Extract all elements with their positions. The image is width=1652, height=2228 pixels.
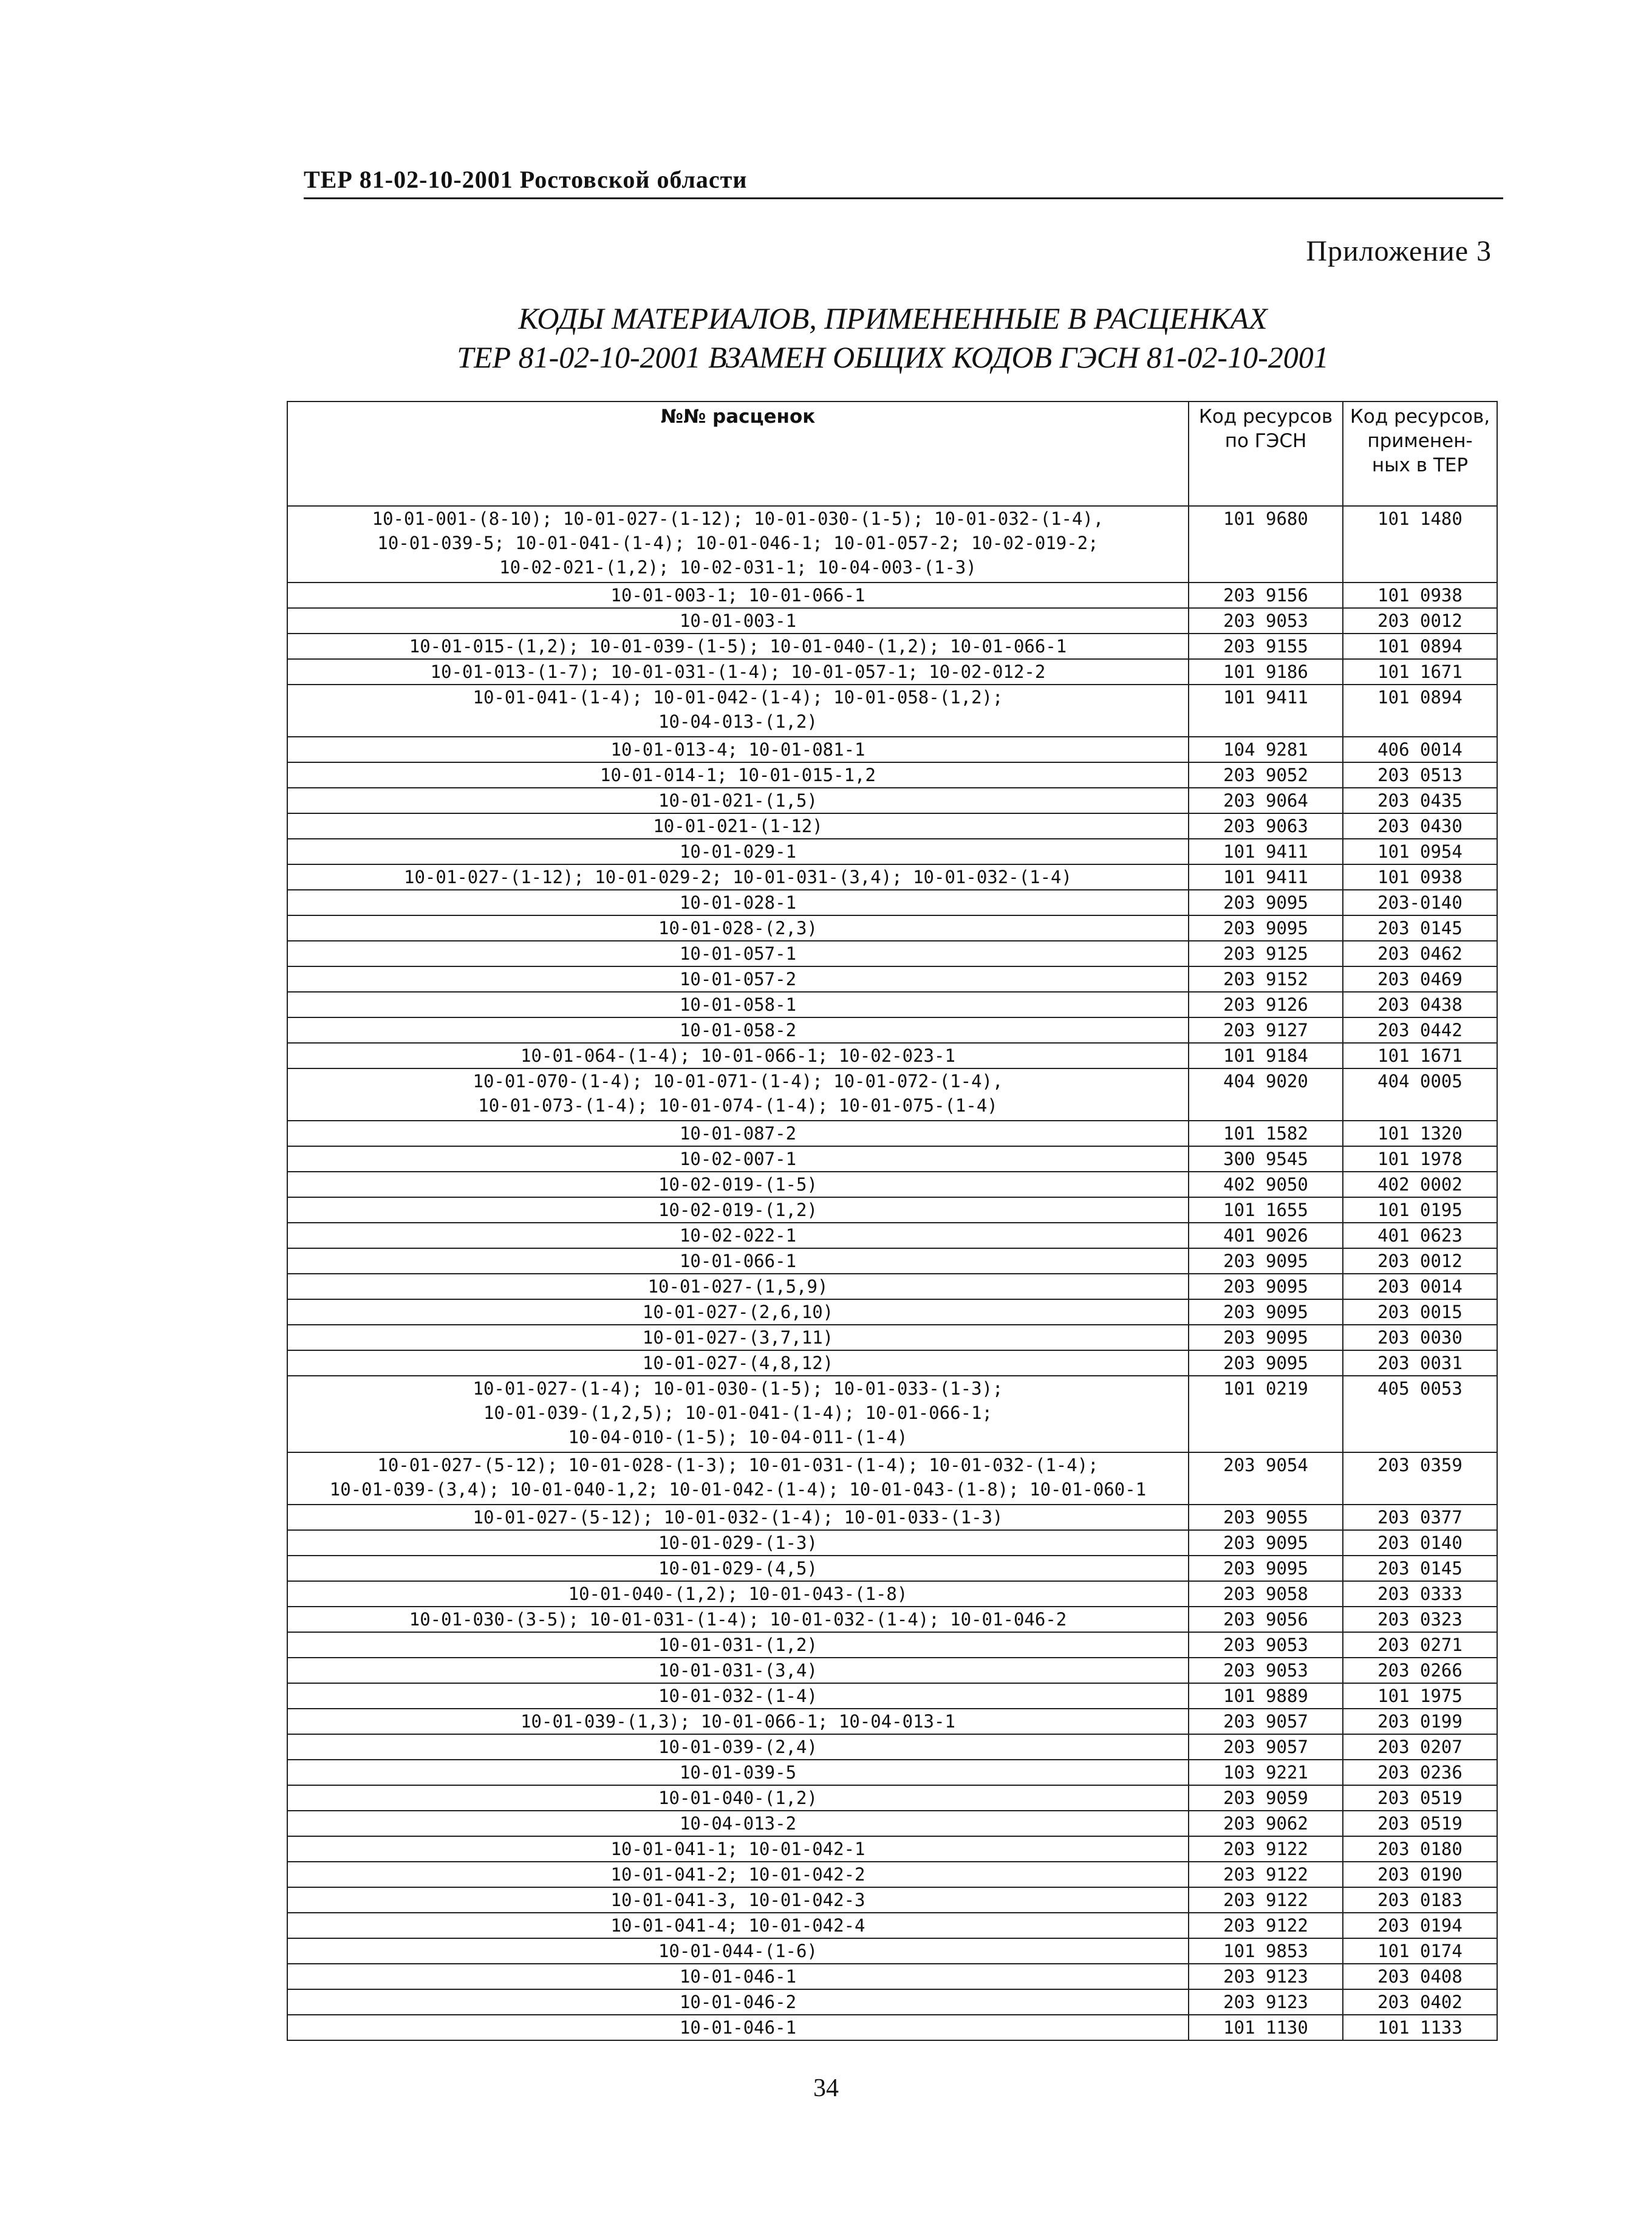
table-row xyxy=(287,966,1497,992)
gesn-code-cell: 203 9062 xyxy=(1189,1811,1343,1836)
gesn-code-cell: 203 9095 xyxy=(1189,1530,1343,1556)
ter-code-cell: 203 0438 xyxy=(1343,992,1497,1017)
table-row xyxy=(287,1376,1497,1452)
gesn-code-cell: 101 9186 xyxy=(1189,659,1343,685)
gesn-code-cell: 203 9127 xyxy=(1189,1017,1343,1043)
table-row xyxy=(287,2015,1497,2040)
ter-code-cell: 101 1480 xyxy=(1343,506,1497,583)
gesn-code-cell: 203 9063 xyxy=(1189,813,1343,839)
gesn-code-cell: 203 9059 xyxy=(1189,1785,1343,1811)
ter-code-cell: 101 1133 xyxy=(1343,2015,1497,2040)
rates-cell: 10-01-021-(1-12) xyxy=(287,813,1189,839)
rates-cell: 10-01-027-(5-12); 10-01-032-(1-4); 10-01-033-(1-3) xyxy=(287,1505,1189,1530)
ter-code-cell: 101 1978 xyxy=(1343,1146,1497,1172)
ter-code-cell: 101 1671 xyxy=(1343,1043,1497,1068)
table-row xyxy=(287,1325,1497,1350)
rates-cell: 10-01-041-3, 10-01-042-3 xyxy=(287,1887,1189,1913)
rates-cell: 10-02-019-(1,2) xyxy=(287,1197,1189,1223)
ter-code-cell: 405 0053 xyxy=(1343,1376,1497,1452)
gesn-code-cell: 203 9095 xyxy=(1189,890,1343,915)
gesn-code-cell: 203 9122 xyxy=(1189,1836,1343,1862)
ter-code-cell: 101 1975 xyxy=(1343,1683,1497,1709)
ter-code-cell: 404 0005 xyxy=(1343,1068,1497,1121)
gesn-code-cell: 300 9545 xyxy=(1189,1146,1343,1172)
rates-cell: 10-01-013-4; 10-01-081-1 xyxy=(287,737,1189,762)
table-row xyxy=(287,1223,1497,1248)
table-row xyxy=(287,1989,1497,2015)
rates-cell: 10-01-058-1 xyxy=(287,992,1189,1017)
ter-code-cell: 203 0190 xyxy=(1343,1862,1497,1887)
ter-code-cell: 203-0140 xyxy=(1343,890,1497,915)
table-row xyxy=(287,941,1497,966)
ter-code-cell: 406 0014 xyxy=(1343,737,1497,762)
document-reference: ТЕР 81-02-10-2001 Ростовской области xyxy=(304,166,748,193)
ter-code-cell: 203 0402 xyxy=(1343,1989,1497,2015)
table-row xyxy=(287,762,1497,788)
table-row xyxy=(287,1299,1497,1325)
rates-cell: 10-01-013-(1-7); 10-01-031-(1-4); 10-01-057-1; 10-02-012-2 xyxy=(287,659,1189,685)
ter-code-cell: 203 0145 xyxy=(1343,915,1497,941)
rates-cell: 10-01-027-(1-12); 10-01-029-2; 10-01-031-(3,4); 10-01-032-(1-4) xyxy=(287,864,1189,890)
gesn-code-cell: 203 9053 xyxy=(1189,1632,1343,1658)
ter-code-cell: 203 0012 xyxy=(1343,608,1497,634)
table-row xyxy=(287,1172,1497,1197)
ter-code-cell: 203 0519 xyxy=(1343,1785,1497,1811)
ter-code-cell: 203 0199 xyxy=(1343,1709,1497,1734)
gesn-code-cell: 101 1130 xyxy=(1189,2015,1343,2040)
table-row xyxy=(287,992,1497,1017)
table-row xyxy=(287,1862,1497,1887)
table-row xyxy=(287,1683,1497,1709)
rates-cell: 10-01-057-2 xyxy=(287,966,1189,992)
gesn-code-cell: 203 9095 xyxy=(1189,1350,1343,1376)
rates-cell: 10-01-040-(1,2); 10-01-043-(1-8) xyxy=(287,1581,1189,1607)
ter-code-cell: 203 0271 xyxy=(1343,1632,1497,1658)
gesn-code-cell: 104 9281 xyxy=(1189,737,1343,762)
ter-code-cell: 203 0014 xyxy=(1343,1274,1497,1299)
gesn-code-cell: 203 9057 xyxy=(1189,1709,1343,1734)
gesn-code-cell: 203 9125 xyxy=(1189,941,1343,966)
rates-cell: 10-01-029-1 xyxy=(287,839,1189,864)
gesn-code-cell: 401 9026 xyxy=(1189,1223,1343,1248)
ter-code-cell: 203 0183 xyxy=(1343,1887,1497,1913)
rates-cell: 10-01-064-(1-4); 10-01-066-1; 10-02-023-1 xyxy=(287,1043,1189,1068)
rates-cell: 10-01-039-5 xyxy=(287,1760,1189,1785)
table-row xyxy=(287,839,1497,864)
ter-code-cell: 203 0442 xyxy=(1343,1017,1497,1043)
gesn-code-cell: 203 9152 xyxy=(1189,966,1343,992)
rates-cell: 10-01-031-(1,2) xyxy=(287,1632,1189,1658)
material-codes-table xyxy=(287,401,1498,2041)
appendix-label: Приложение 3 xyxy=(1306,235,1492,267)
ter-code-cell: 203 0430 xyxy=(1343,813,1497,839)
ter-code-cell: 203 0513 xyxy=(1343,762,1497,788)
table-row xyxy=(287,685,1497,737)
gesn-code-cell: 101 1582 xyxy=(1189,1121,1343,1146)
title-line-2: ТЕР 81-02-10-2001 ВЗАМЕН ОБЩИХ КОДОВ ГЭСН 81-02-10-2001 xyxy=(457,340,1329,374)
gesn-code-cell: 203 9064 xyxy=(1189,788,1343,813)
table-row xyxy=(287,1887,1497,1913)
page-number: 34 xyxy=(813,2074,839,2102)
ter-code-cell: 402 0002 xyxy=(1343,1172,1497,1197)
rates-cell: 10-02-007-1 xyxy=(287,1146,1189,1172)
rates-cell: 10-01-087-2 xyxy=(287,1121,1189,1146)
gesn-code-cell: 101 9889 xyxy=(1189,1683,1343,1709)
ter-code-cell: 203 0236 xyxy=(1343,1760,1497,1785)
gesn-code-cell: 103 9221 xyxy=(1189,1760,1343,1785)
ter-code-cell: 101 0174 xyxy=(1343,1938,1497,1964)
ter-code-cell: 101 0938 xyxy=(1343,864,1497,890)
table-row xyxy=(287,788,1497,813)
rates-cell: 10-02-022-1 xyxy=(287,1223,1189,1248)
table-row xyxy=(287,608,1497,634)
gesn-code-cell: 203 9057 xyxy=(1189,1734,1343,1760)
table-row xyxy=(287,1121,1497,1146)
ter-code-cell: 203 0333 xyxy=(1343,1581,1497,1607)
rates-cell: 10-01-041-2; 10-01-042-2 xyxy=(287,1862,1189,1887)
gesn-code-cell: 203 9053 xyxy=(1189,608,1343,634)
gesn-code-cell: 203 9055 xyxy=(1189,1505,1343,1530)
ter-code-cell: 203 0030 xyxy=(1343,1325,1497,1350)
ter-code-cell: 203 0266 xyxy=(1343,1658,1497,1683)
ter-code-cell: 203 0359 xyxy=(1343,1452,1497,1505)
ter-code-cell: 203 0145 xyxy=(1343,1556,1497,1581)
table-row xyxy=(287,1146,1497,1172)
rates-cell: 10-01-030-(3-5); 10-01-031-(1-4); 10-01-032-(1-4); 10-01-046-2 xyxy=(287,1607,1189,1632)
ter-code-cell: 101 0954 xyxy=(1343,839,1497,864)
ter-code-cell: 203 0031 xyxy=(1343,1350,1497,1376)
table-row xyxy=(287,634,1497,659)
rates-cell: 10-01-044-(1-6) xyxy=(287,1938,1189,1964)
rates-cell: 10-01-040-(1,2) xyxy=(287,1785,1189,1811)
rates-cell: 10-01-039-(2,4) xyxy=(287,1734,1189,1760)
table-row xyxy=(287,1556,1497,1581)
table-row xyxy=(287,1452,1497,1505)
table-row xyxy=(287,1197,1497,1223)
ter-code-cell: 203 0207 xyxy=(1343,1734,1497,1760)
gesn-code-cell: 203 9054 xyxy=(1189,1452,1343,1505)
rates-cell: 10-01-041-1; 10-01-042-1 xyxy=(287,1836,1189,1862)
table-body xyxy=(287,506,1497,2040)
ter-code-cell: 203 0015 xyxy=(1343,1299,1497,1325)
gesn-code-cell: 101 9680 xyxy=(1189,506,1343,583)
rates-cell: 10-01-028-1 xyxy=(287,890,1189,915)
table-row xyxy=(287,1760,1497,1785)
document-title xyxy=(285,299,1500,377)
rates-cell: 10-01-041-4; 10-01-042-4 xyxy=(287,1913,1189,1938)
rates-cell: 10-01-027-(1,5,9) xyxy=(287,1274,1189,1299)
rates-cell: 10-01-015-(1,2); 10-01-039-(1-5); 10-01-040-(1,2); 10-01-066-1 xyxy=(287,634,1189,659)
gesn-code-cell: 101 9411 xyxy=(1189,864,1343,890)
gesn-code-cell: 203 9122 xyxy=(1189,1913,1343,1938)
gesn-code-cell: 101 1655 xyxy=(1189,1197,1343,1223)
ter-code-cell: 101 0195 xyxy=(1343,1197,1497,1223)
document-header xyxy=(304,165,1503,199)
rates-cell: 10-01-003-1 xyxy=(287,608,1189,634)
gesn-code-cell: 203 9095 xyxy=(1189,915,1343,941)
gesn-code-cell: 203 9122 xyxy=(1189,1887,1343,1913)
header-gesn-code: Код ресурсов по ГЭСН xyxy=(1189,402,1343,506)
gesn-code-cell: 203 9095 xyxy=(1189,1325,1343,1350)
ter-code-cell: 203 0323 xyxy=(1343,1607,1497,1632)
rates-cell: 10-01-027-(2,6,10) xyxy=(287,1299,1189,1325)
ter-code-cell: 203 0180 xyxy=(1343,1836,1497,1862)
rates-cell: 10-01-014-1; 10-01-015-1,2 xyxy=(287,762,1189,788)
table-row xyxy=(287,1043,1497,1068)
table-row xyxy=(287,813,1497,839)
rates-cell: 10-01-032-(1-4) xyxy=(287,1683,1189,1709)
table-row xyxy=(287,1607,1497,1632)
table-row xyxy=(287,1581,1497,1607)
gesn-code-cell: 203 9095 xyxy=(1189,1556,1343,1581)
table-row xyxy=(287,1964,1497,1989)
table-row xyxy=(287,864,1497,890)
rates-cell: 10-04-013-2 xyxy=(287,1811,1189,1836)
table-row xyxy=(287,1734,1497,1760)
rates-cell: 10-01-003-1; 10-01-066-1 xyxy=(287,583,1189,608)
table-row xyxy=(287,1938,1497,1964)
rates-cell: 10-01-029-(1-3) xyxy=(287,1530,1189,1556)
rates-cell: 10-01-027-(4,8,12) xyxy=(287,1350,1189,1376)
rates-cell: 10-01-027-(1-4); 10-01-030-(1-5); 10-01-033-(1-3); 10-01-039-(1,2,5); 10-01-041-(1-4); 10-01-066-1; 10-04-010-(1-5); 10-04-011-(1-4) xyxy=(287,1376,1189,1452)
table-row xyxy=(287,1350,1497,1376)
gesn-code-cell: 203 9123 xyxy=(1189,1989,1343,2015)
gesn-code-cell: 203 9126 xyxy=(1189,992,1343,1017)
rates-cell: 10-01-027-(5-12); 10-01-028-(1-3); 10-01-031-(1-4); 10-01-032-(1-4); 10-01-039-(3,4); 10-01-040-1,2; 10-01-042-(1-4); 10-01-043-(1-8); 10-01-060-1 xyxy=(287,1452,1189,1505)
gesn-code-cell: 203 9156 xyxy=(1189,583,1343,608)
gesn-code-cell: 101 9853 xyxy=(1189,1938,1343,1964)
rates-cell: 10-01-027-(3,7,11) xyxy=(287,1325,1189,1350)
gesn-code-cell: 101 9411 xyxy=(1189,685,1343,737)
gesn-code-cell: 101 0219 xyxy=(1189,1376,1343,1452)
rates-cell: 10-01-066-1 xyxy=(287,1248,1189,1274)
gesn-code-cell: 101 9411 xyxy=(1189,839,1343,864)
table-header-row xyxy=(287,402,1497,506)
ter-code-cell: 203 0140 xyxy=(1343,1530,1497,1556)
ter-code-cell: 401 0623 xyxy=(1343,1223,1497,1248)
table-row xyxy=(287,1811,1497,1836)
table-row xyxy=(287,1913,1497,1938)
table-row xyxy=(287,659,1497,685)
ter-code-cell: 203 0408 xyxy=(1343,1964,1497,1989)
gesn-code-cell: 203 9095 xyxy=(1189,1274,1343,1299)
ter-code-cell: 203 0469 xyxy=(1343,966,1497,992)
gesn-code-cell: 203 9095 xyxy=(1189,1248,1343,1274)
table-row xyxy=(287,1785,1497,1811)
rates-cell: 10-01-070-(1-4); 10-01-071-(1-4); 10-01-072-(1-4), 10-01-073-(1-4); 10-01-074-(1-4); 10-01-075-(1-4) xyxy=(287,1068,1189,1121)
ter-code-cell: 203 0462 xyxy=(1343,941,1497,966)
rates-cell: 10-01-046-1 xyxy=(287,2015,1189,2040)
ter-code-cell: 101 0938 xyxy=(1343,583,1497,608)
rates-cell: 10-01-028-(2,3) xyxy=(287,915,1189,941)
gesn-code-cell: 101 9184 xyxy=(1189,1043,1343,1068)
rates-cell: 10-01-057-1 xyxy=(287,941,1189,966)
table-row xyxy=(287,583,1497,608)
rates-cell: 10-01-001-(8-10); 10-01-027-(1-12); 10-01-030-(1-5); 10-01-032-(1-4), 10-01-039-5; 10-01-041-(1-4); 10-01-046-1; 10-01-057-2; 10-02-019-2; 10-02-021-(1,2); 10-02-031-1; 10-04-003-(1-3) xyxy=(287,506,1189,583)
title-line-1: КОДЫ МАТЕРИАЛОВ, ПРИМЕНЕННЫЕ В РАСЦЕНКАХ xyxy=(518,301,1268,335)
ter-code-cell: 203 0377 xyxy=(1343,1505,1497,1530)
gesn-code-cell: 203 9058 xyxy=(1189,1581,1343,1607)
ter-code-cell: 203 0012 xyxy=(1343,1248,1497,1274)
rates-cell: 10-01-021-(1,5) xyxy=(287,788,1189,813)
ter-code-cell: 101 1320 xyxy=(1343,1121,1497,1146)
table-row xyxy=(287,506,1497,583)
table-row xyxy=(287,1709,1497,1734)
ter-code-cell: 203 0194 xyxy=(1343,1913,1497,1938)
gesn-code-cell: 203 9056 xyxy=(1189,1607,1343,1632)
rates-cell: 10-01-031-(3,4) xyxy=(287,1658,1189,1683)
table-row xyxy=(287,1505,1497,1530)
table-row xyxy=(287,1658,1497,1683)
table-row xyxy=(287,1017,1497,1043)
table-row xyxy=(287,915,1497,941)
gesn-code-cell: 203 9155 xyxy=(1189,634,1343,659)
table-row xyxy=(287,1836,1497,1862)
rates-cell: 10-01-029-(4,5) xyxy=(287,1556,1189,1581)
ter-code-cell: 101 0894 xyxy=(1343,685,1497,737)
gesn-code-cell: 402 9050 xyxy=(1189,1172,1343,1197)
gesn-code-cell: 203 9122 xyxy=(1189,1862,1343,1887)
rates-cell: 10-01-046-1 xyxy=(287,1964,1189,1989)
table-row xyxy=(287,737,1497,762)
table-row xyxy=(287,890,1497,915)
header-rates: №№ расценок xyxy=(287,402,1189,506)
ter-code-cell: 203 0435 xyxy=(1343,788,1497,813)
rates-cell: 10-02-019-(1-5) xyxy=(287,1172,1189,1197)
table-row xyxy=(287,1068,1497,1121)
gesn-code-cell: 203 9095 xyxy=(1189,1299,1343,1325)
table-row xyxy=(287,1530,1497,1556)
rates-cell: 10-01-046-2 xyxy=(287,1989,1189,2015)
rates-cell: 10-01-041-(1-4); 10-01-042-(1-4); 10-01-058-(1,2); 10-04-013-(1,2) xyxy=(287,685,1189,737)
table-row xyxy=(287,1632,1497,1658)
ter-code-cell: 203 0519 xyxy=(1343,1811,1497,1836)
table-row xyxy=(287,1248,1497,1274)
header-ter-code: Код ресурсов, применен-ных в ТЕР xyxy=(1343,402,1497,506)
gesn-code-cell: 404 9020 xyxy=(1189,1068,1343,1121)
gesn-code-cell: 203 9123 xyxy=(1189,1964,1343,1989)
ter-code-cell: 101 0894 xyxy=(1343,634,1497,659)
table-row xyxy=(287,1274,1497,1299)
ter-code-cell: 101 1671 xyxy=(1343,659,1497,685)
gesn-code-cell: 203 9053 xyxy=(1189,1658,1343,1683)
rates-cell: 10-01-058-2 xyxy=(287,1017,1189,1043)
rates-cell: 10-01-039-(1,3); 10-01-066-1; 10-04-013-1 xyxy=(287,1709,1189,1734)
gesn-code-cell: 203 9052 xyxy=(1189,762,1343,788)
